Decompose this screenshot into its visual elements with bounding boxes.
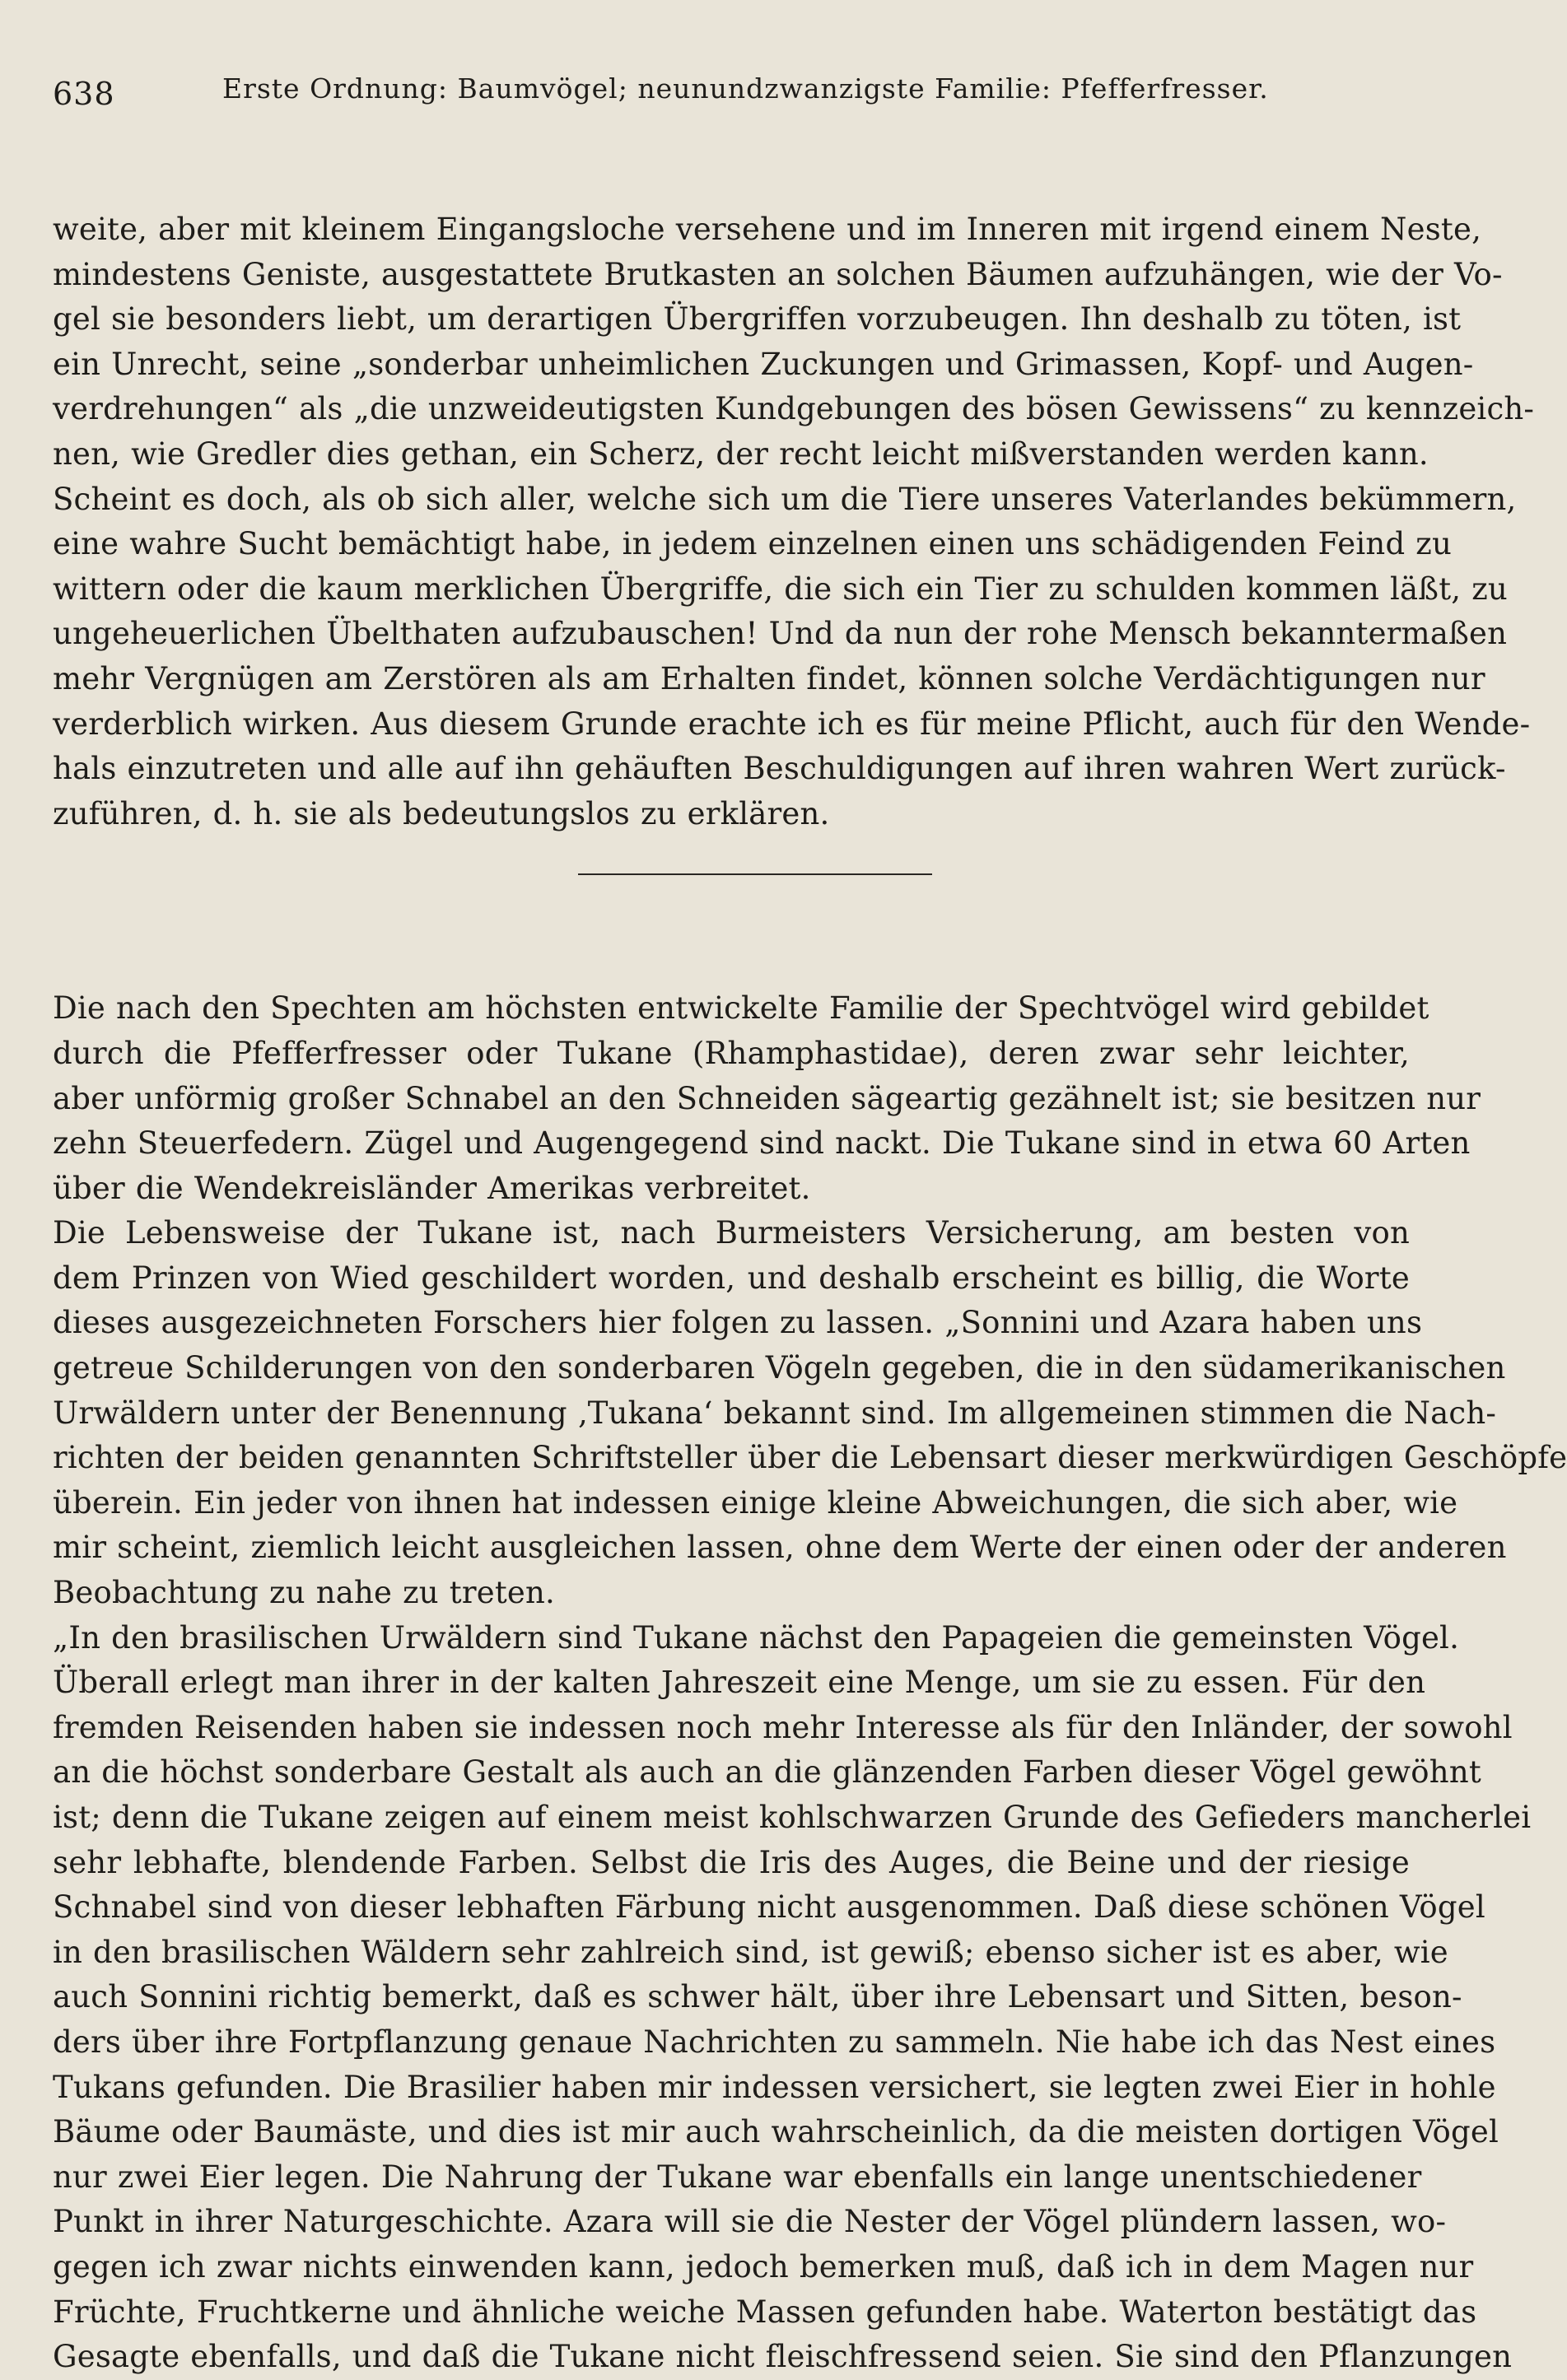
text-line: ders über ihre Fortpflanzung genaue Nachrichten zu sammeln. Nie habe ich das Nest eines — [53, 2024, 1496, 2060]
text-line: Überall erlegt man ihrer in der kalten Jahreszeit eine Menge, um sie zu essen. Für den — [53, 1665, 1426, 1701]
running-title: Erste Ordnung: Baumvögel; neunundzwanzigste Familie: Pfefferfresser. — [222, 72, 1269, 105]
text-line: ist; denn die Tukane zeigen auf einem meist kohlschwarzen Grunde des Gefieders mancherlei — [53, 1800, 1532, 1835]
text-line: ein Unrecht, seine „sonderbar unheimlichen Zuckungen und Grimassen, Kopf- und Augen- — [53, 346, 1474, 382]
paragraph-wendehals-conclusion — [53, 207, 1535, 836]
text-line: Schnabel sind von dieser lebhaften Färbung nicht ausgenommen. Daß diese schönen Vögel — [53, 1889, 1485, 1926]
text-line: Tukans gefunden. Die Brasilier haben mir indessen versichert, sie legten zwei Eier in hohle — [53, 2069, 1496, 2105]
text-line: zehn Steuerfedern. Zügel und Augengegend sind nackt. Die Tukane sind in etwa 60 Arten — [53, 1125, 1471, 1162]
text-line: Die Lebensweise der Tukane ist, nach Burmeisters Versicherung, am besten von — [53, 1215, 1410, 1251]
paragraph-lebensweise — [53, 1211, 1567, 1615]
running-head — [53, 69, 1410, 119]
text-line: verderblich wirken. Aus diesem Grunde erachte ich es für meine Pflicht, auch für den Wende- — [53, 706, 1531, 742]
text-line: überein. Ein jeder von ihnen hat indessen einige kleine Abweichungen, die sich aber, wie — [53, 1484, 1458, 1521]
text-line: Die nach den Spechten am höchsten entwickelte Familie der Spechtvögel wird gebildet — [53, 990, 1429, 1027]
text-line: mehr Vergnügen am Zerstören als am Erhalten findet, können solche Verdächtigungen nur — [53, 660, 1485, 696]
text-line: Punkt in ihrer Naturgeschichte. Azara will sie die Nester der Vögel plündern lassen, wo- — [53, 2204, 1447, 2240]
paragraph-family-intro — [53, 986, 1481, 1211]
text-line: nur zwei Eier legen. Die Nahrung der Tukane war ebenfalls ein lange unentschiedener — [53, 2159, 1422, 2195]
text-line: Beobachtung zu nahe zu treten. — [53, 1575, 555, 1611]
text-line: durch die Pfefferfresser oder Tukane (Rhamphastidae), deren zwar sehr leichter, — [53, 1035, 1410, 1071]
text-line: Urwäldern unter der Benennung ‚Tukana‘ bekannt sind. Im allgemeinen stimmen die Nach- — [53, 1395, 1497, 1431]
page-number: 638 — [53, 76, 115, 112]
text-line: fremden Reisenden haben sie indessen noch mehr Interesse als für den Inländer, der sowohl — [53, 1709, 1513, 1745]
text-line: dem Prinzen von Wied geschildert worden, und deshalb erscheint es billig, die Worte — [53, 1260, 1410, 1296]
text-line: in den brasilischen Wäldern sehr zahlreich sind, ist gewiß; ebenso sicher ist es aber, wie — [53, 1934, 1448, 1970]
text-line: verdrehungen“ als „die unzweideutigsten Kundgebungen des bösen Gewissens“ zu kennzeich- — [53, 391, 1535, 427]
text-line: Bäume oder Baumäste, und dies ist mir auch wahrscheinlich, da die meisten dortigen Vögel — [53, 2114, 1499, 2150]
text-line: getreue Schilderungen von den sonderbaren Vögeln gegeben, die in den südamerikanischen — [53, 1350, 1506, 1386]
paragraph-brasilische-urwaelder — [53, 1616, 1532, 2380]
text-line: dieses ausgezeichneten Forschers hier folgen zu lassen. „Sonnini und Azara haben uns — [53, 1305, 1423, 1341]
text-line: wittern oder die kaum merklichen Übergriffe, die sich ein Tier zu schulden kommen läßt, zu — [53, 571, 1508, 607]
text-line: ungeheuerlichen Übelthaten aufzubauschen! Und da nun der rohe Mensch bekanntermaßen — [53, 616, 1508, 652]
section-separator-rule — [578, 873, 932, 875]
text-line: hals einzutreten und alle auf ihn gehäuften Beschuldigungen auf ihren wahren Wert zurück- — [53, 751, 1506, 787]
text-line: nen, wie Gredler dies gethan, ein Scherz, der recht leicht mißverstanden werden kann. — [53, 435, 1429, 472]
text-line: mindestens Geniste, ausgestattete Brutkasten an solchen Bäumen aufzuhängen, wie der Vo- — [53, 256, 1503, 292]
text-line: weite, aber mit kleinem Eingangsloche versehene und im Inneren mit irgend einem Neste, — [53, 212, 1482, 247]
text-line: aber unförmig großer Schnabel an den Schneiden sägeartig gezähnelt ist; sie besitzen nur — [53, 1080, 1481, 1116]
text-line: sehr lebhafte, blendende Farben. Selbst die Iris des Auges, die Beine und der riesige — [53, 1844, 1410, 1880]
text-line: richten der beiden genannten Schriftsteller über die Lebensart dieser merkwürdigen Geschöpfe — [53, 1440, 1567, 1476]
text-line: Gesagte ebenfalls, und daß die Tukane nicht fleischfressend seien. Sie sind den Pflanzungen — [53, 2339, 1513, 2375]
text-line: an die höchst sonderbare Gestalt als auch an die glänzenden Farben dieser Vögel gewöhnt — [53, 1754, 1481, 1791]
text-line: Früchte, Fruchtkerne und ähnliche weiche Massen gefunden habe. Waterton bestätigt das — [53, 2294, 1477, 2330]
text-line: Scheint es doch, als ob sich aller, welche sich um die Tiere unseres Vaterlandes bekümmern, — [53, 481, 1517, 517]
text-line: gegen ich zwar nichts einwenden kann, jedoch bemerken muß, daß ich in dem Magen nur — [53, 2248, 1474, 2285]
text-line: zuführen, d. h. sie als bedeutungslos zu erklären. — [53, 795, 830, 831]
text-line: über die Wendekreisländer Amerikas verbreitet. — [53, 1170, 811, 1206]
text-line: auch Sonnini richtig bemerkt, daß es schwer hält, über ihre Lebensart und Sitten, beson- — [53, 1979, 1462, 2015]
text-line: „In den brasilischen Urwäldern sind Tukane nächst den Papageien die gemeinsten Vögel. — [53, 1619, 1460, 1656]
text-line: gel sie besonders liebt, um derartigen Übergriffen vorzubeugen. Ihn deshalb zu töten, ist — [53, 301, 1462, 338]
text-line: mir scheint, ziemlich leicht ausgleichen lassen, ohne dem Werte der einen oder der anderen — [53, 1530, 1507, 1566]
text-line: eine wahre Sucht bemächtigt habe, in jedem einzelnen einen uns schädigenden Feind zu — [53, 526, 1453, 562]
